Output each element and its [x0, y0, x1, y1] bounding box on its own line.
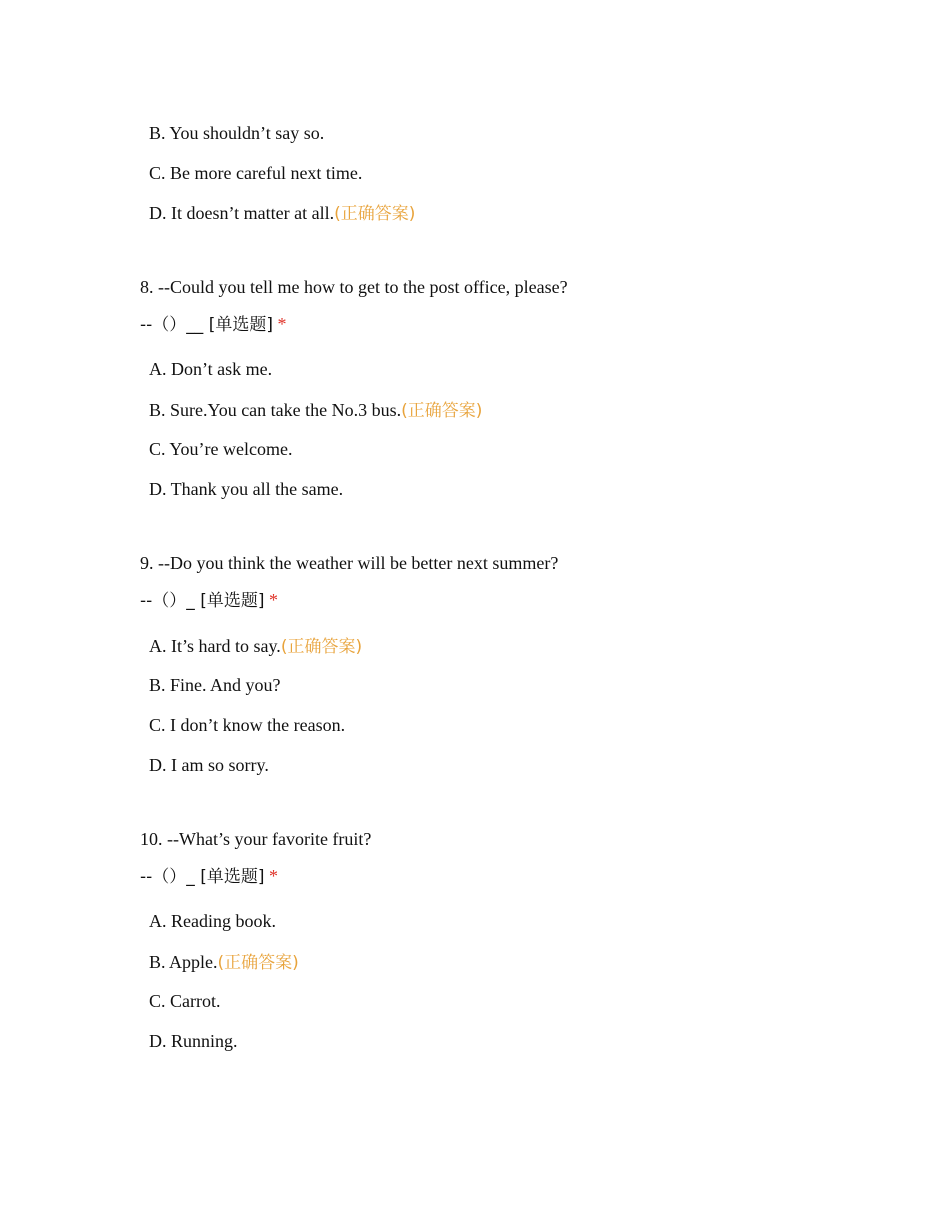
option-text: D. It doesn’t matter at all. — [149, 203, 335, 223]
question-8-prompt — [140, 313, 286, 336]
question-type-label: [单选题] — [208, 315, 273, 335]
option-text: A. Don’t ask me. — [149, 359, 273, 379]
blank-prompt: --（）_ — [140, 591, 201, 611]
option-text: A. It’s hard to say. — [149, 636, 281, 656]
question-10-text: 10. --What’s your favorite fruit? — [140, 829, 372, 849]
option-text: C. I don’t know the reason. — [149, 715, 346, 735]
question-10-prompt — [140, 865, 278, 888]
option-text: C. Carrot. — [149, 991, 221, 1011]
correct-answer-marker: (正确答案) — [280, 637, 363, 657]
question-10-option-c[interactable] — [149, 990, 221, 1012]
correct-answer-marker: (正确答案) — [217, 953, 299, 973]
option-text: D. Thank you all the same. — [149, 479, 344, 499]
question-8-option-b[interactable] — [149, 399, 482, 422]
option-text: D. Running. — [149, 1031, 238, 1051]
blank-prompt: --（）__ — [140, 315, 209, 335]
question-8-option-c[interactable] — [149, 438, 292, 460]
question-8-option-a[interactable] — [149, 358, 272, 380]
question-9-option-a[interactable] — [149, 635, 362, 658]
required-mark: * — [268, 590, 278, 610]
question-9-prompt — [140, 589, 278, 612]
required-mark: * — [268, 866, 278, 886]
blank-prompt: --（）_ — [140, 867, 201, 887]
question-9-option-d[interactable] — [149, 754, 269, 776]
option-text: B. Apple. — [149, 952, 218, 972]
correct-answer-marker: (正确答案) — [334, 204, 416, 224]
question-9-option-b[interactable] — [149, 674, 281, 696]
question-10-option-d[interactable] — [149, 1030, 238, 1052]
question-9-option-c[interactable] — [149, 714, 345, 736]
required-mark: * — [277, 314, 287, 334]
question-9-text: 9. --Do you think the weather will be better next summer? — [140, 553, 559, 573]
question-7-option-c[interactable] — [149, 162, 362, 184]
question-7-option-b[interactable] — [149, 122, 324, 144]
option-text: B. Fine. And you? — [149, 675, 281, 695]
question-type-label: [单选题] — [200, 591, 265, 611]
question-10-option-b[interactable] — [149, 951, 299, 974]
correct-answer-marker: (正确答案) — [401, 401, 483, 421]
option-text: C. You’re welcome. — [149, 439, 293, 459]
question-10-option-a[interactable] — [149, 910, 276, 932]
option-text: D. I am so sorry. — [149, 755, 269, 775]
option-text: B. You shouldn’t say so. — [149, 123, 325, 143]
question-8-text: 8. --Could you tell me how to get to the post office, please? — [140, 277, 568, 297]
question-7-option-d[interactable] — [149, 202, 415, 225]
option-text: A. Reading book. — [149, 911, 276, 931]
option-text: C. Be more careful next time. — [149, 163, 363, 183]
question-type-label: [单选题] — [200, 867, 265, 887]
question-8-option-d[interactable] — [149, 478, 343, 500]
option-text: B. Sure.You can take the No.3 bus. — [149, 400, 402, 420]
